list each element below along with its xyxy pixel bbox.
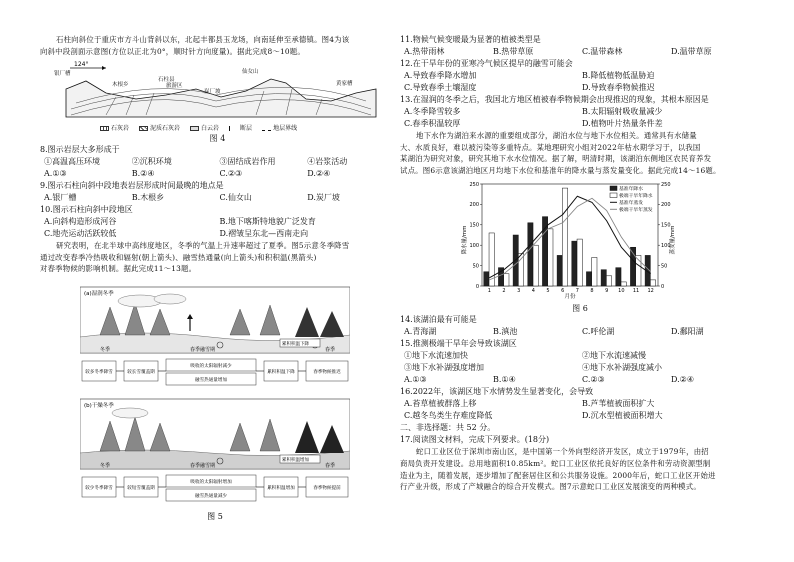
q14-stem: 14.该湖泊最有可能是: [400, 315, 477, 325]
figure-6-xlabel: 月份: [564, 294, 576, 301]
q16-option-d: D.沉水型植被面积增大: [582, 411, 663, 421]
bar-drought-precip: [504, 274, 509, 286]
q14-options: [400, 326, 760, 338]
figure-4-legend: [100, 124, 395, 133]
q14-option-b: B.滇池: [493, 327, 518, 337]
bar-drought-precip: [533, 246, 538, 287]
panel-a-label: (a)湿润冬季: [84, 290, 114, 297]
q16-option-b: B.芦苇植被面积扩大: [582, 399, 655, 409]
bar-baseline-precip: [616, 268, 621, 286]
place-xiannvshan: 仙女山: [242, 69, 259, 76]
q8-option-b: B.②④: [131, 169, 155, 179]
q11-option-c: C.温带森林: [582, 47, 623, 56]
q12-option-d: D.导致春季物候推迟: [582, 83, 655, 92]
q15-option-a: A.①③: [404, 375, 427, 385]
y-tick-label-right: 250: [661, 182, 671, 189]
y-tick-label-right: 50: [661, 263, 668, 270]
q8-stem: 8.图示岩层大多形成于: [40, 145, 120, 155]
y-tick-label-left: 150: [469, 222, 479, 229]
figure-6-chart: [460, 178, 680, 300]
left-column: [40, 34, 395, 540]
q13-option-d: D.植物叶片热量条件差: [582, 119, 663, 128]
q8-sub-3: ③固结成岩作用: [219, 157, 276, 167]
q15-stem: 15.推测极端干旱年会导致该湖区: [400, 339, 517, 349]
q9-option-b: B.木根乡: [131, 193, 165, 203]
panel-a-accum-label: 累积积温下降: [282, 341, 309, 347]
bar-drought-precip: [621, 282, 626, 286]
legend-label: 极端干旱年降水: [619, 194, 653, 200]
legend-fault: 断层: [229, 124, 252, 133]
q15-subitems: [400, 350, 760, 374]
y-tick-label-right: 200: [661, 202, 671, 209]
q14-option-c: C.呼伦湖: [582, 327, 615, 337]
place-shizhu: 石柱县: [158, 77, 175, 84]
bar-baseline-precip: [484, 272, 489, 286]
q8-sub-1: ①高温高压环境: [44, 157, 100, 167]
figure-6-legend: [610, 185, 653, 213]
legend-label: 极端干旱年蒸发: [619, 208, 653, 214]
x-tick-label: 9: [605, 288, 609, 295]
q14-option-d: D.鄱阳湖: [671, 327, 704, 337]
q9-options: [40, 192, 395, 204]
q13-stem: 13.在湿润的冬季之后，我国北方地区植被春季物候期会出现推迟的现象，其根本原因是: [400, 95, 709, 104]
bar-baseline-precip: [557, 256, 562, 287]
q8-option-c: C.②③: [219, 169, 243, 179]
q11-option-a: A.热带雨林: [404, 47, 445, 56]
q12-options: [400, 70, 760, 94]
q16-option-c: C.越冬鸟类生存难度降低: [404, 411, 493, 421]
q15-option-b: B.①④: [493, 375, 516, 385]
y-tick-label-left: 100: [469, 243, 479, 250]
q13-option-c: C.春季积温较厚: [404, 119, 461, 128]
para2-line-2: 通过改变春季冷热吸收和辐射(朝上箭头)、融雪热通量(向上箭头)和积积温(黑箭头): [40, 252, 317, 262]
x-tick-label: 8: [590, 288, 594, 295]
y-tick-label-left: 200: [469, 202, 479, 209]
q10-option-a: A.向斜构造形成河谷: [44, 217, 117, 227]
figure-6-ylabel-left: 降水量/mm: [462, 225, 468, 255]
q8-sub-2: ②沉积环境: [131, 157, 172, 167]
q10-stem: 10.图示石柱向斜中段地区: [40, 205, 133, 215]
figure-5-diagram: [80, 277, 350, 537]
right-column: [400, 34, 760, 493]
flow-a-step-4: 融雪热通量增加: [194, 377, 228, 383]
azimuth-label: 124°: [74, 61, 89, 69]
y-tick-label-right: 150: [661, 222, 671, 229]
para4-line-1: 蛇口工业区位于深圳市南山区，是中国第一个外向型经济开发区，成立于1979年，由招: [416, 447, 709, 457]
para4-line-4: 行产业升级，形成了产城融合的综合开发模式。图7示意蛇口工业区发展演变的两种模式。: [400, 482, 701, 492]
q10-options: [40, 216, 395, 240]
x-tick-label: 5: [546, 288, 550, 295]
bar-baseline-precip: [542, 217, 547, 286]
y-tick-label-left: 250: [469, 182, 479, 189]
figure-6-caption: 图 6: [572, 304, 588, 314]
bar-drought-precip: [606, 276, 611, 286]
flow-a-step-5: 累积积温下降: [267, 369, 295, 375]
q15-option-c: C.②③: [582, 375, 605, 385]
panel-b-label: (b)干燥冬季: [84, 402, 114, 409]
q13-option-a: A.冬季降雪较多: [404, 107, 461, 116]
panel-a-season-spring: 春季: [325, 346, 336, 353]
boundary-swatch-icon: [262, 126, 271, 131]
figure-4-caption: 图 4: [209, 134, 226, 144]
q15-sub-4: ④地下水补湖强度减小: [582, 363, 662, 373]
intro-line-2: 向斜中段剖面示意图(方位以正北为0°，顺时针方向度量)。据此完成8～10题。: [40, 46, 305, 56]
q15-sub-1: ①地下水流速加快: [404, 351, 468, 361]
flow-a-step-1: 较多冬季降雪: [85, 369, 113, 375]
bar-baseline-precip: [601, 270, 606, 286]
q10-option-b: B.地下喀斯特地貌广泛发育: [219, 217, 316, 227]
para4-line-2: 商局负责开发建设。总用地面积10.85km²。蛇口工业区依托良好的区位条件和劳动资源型制: [400, 458, 711, 468]
x-tick-label: 7: [575, 288, 579, 295]
q15-option-d: D.②④: [671, 375, 695, 385]
q11-stem: 11.物候气候变暖最为显著的植被类型是: [400, 35, 541, 44]
y-tick-label-left: 0: [475, 284, 479, 291]
flow-b-step-1: 较少冬季降雪: [85, 485, 113, 491]
legend-swatch: [610, 193, 617, 198]
y-tick-label-right: 100: [661, 243, 671, 250]
para3-line-1: 地下水作为湖泊来水源的重要组成部分，湖泊水位与地下水位相关。通常具有水储量: [416, 131, 697, 140]
q12-option-c: C.导致春季土壤湿度: [404, 83, 477, 92]
para4-line-3: 造业为主，随着发展，逐步增加了配套居住区和公共服务设施。2000年后，蛇口工业区开始进: [400, 470, 716, 480]
x-tick-label: 10: [618, 288, 625, 295]
panel-a-season-winter: 冬季: [100, 346, 111, 353]
q12-option-a: A.导致春季降水增加: [404, 71, 477, 80]
flow-a-step-3: 吸收的太阳辐射减少: [190, 363, 232, 369]
y-tick-label-right: 0: [661, 284, 665, 291]
x-tick-label: 1: [487, 288, 491, 295]
flow-b-step-2: 较短雪覆盖期: [127, 485, 155, 491]
q12-stem: 12.在干旱年份的亚寒冷气候区提早的融雪可能会: [400, 59, 573, 68]
q13-option-b: B.太阳辐射吸收量减少: [582, 107, 663, 116]
legend-swatch: [610, 186, 617, 191]
place-lvyouqu: 旅游区: [166, 83, 183, 90]
y-tick-label-left: 50: [472, 263, 479, 270]
bar-drought-precip: [548, 229, 553, 286]
flow-a-step-2: 较长雪覆盖期: [127, 369, 155, 375]
flow-b-step-5: 累积积温增加: [267, 485, 295, 491]
legend-label: 基准年降水: [619, 187, 643, 193]
q16-stem: 16.2022年，该湖区地下水情势发生显著变化，会导致: [400, 387, 594, 397]
panel-b-season-melt: 春季融雪期: [190, 462, 216, 469]
q10-option-d: D.褶皱呈东北—西南走向: [219, 229, 309, 239]
flow-a-step-6: 春季物候推迟: [313, 369, 341, 375]
x-tick-label: 2: [502, 288, 506, 295]
q8-option-d: D.②④: [307, 169, 331, 179]
legend-marl: 泥质石灰岩: [139, 124, 180, 133]
x-tick-label: 12: [647, 288, 654, 295]
q14-option-a: A.青海湖: [404, 327, 437, 337]
legend-dolomite: 白云岩: [190, 124, 219, 133]
place-tanchangpo: 炭厂坡: [204, 89, 221, 96]
q9-option-c: C.仙女山: [219, 193, 252, 203]
para3-line-3: 某湖泊为研究对象，研究其地下水水位情况。据了解，明清时期，该湖泊东侧地区农民育养发: [400, 154, 712, 164]
q8-options: [40, 168, 395, 180]
q11-option-d: D.温带草原: [671, 47, 712, 56]
bar-drought-precip: [577, 239, 582, 286]
q15-options: [400, 374, 760, 386]
flow-b-step-4: 融雪热通量减少: [194, 493, 228, 499]
bar-baseline-precip: [586, 272, 591, 286]
figure-6-ylabel-right: 蒸发量/mm: [670, 225, 676, 255]
panel-b-season-winter: 冬季: [100, 462, 111, 469]
q11-options: [400, 46, 760, 58]
q16-option-a: A.苔草植被群落上移: [404, 399, 477, 409]
q8-subitems: [40, 156, 395, 168]
q17-stem: 17.阅读图文材料，完成下列要求。(18分): [400, 435, 550, 445]
bar-drought-precip: [562, 188, 567, 286]
panel-a-season-melt: 春季融雪期: [190, 346, 216, 353]
bar-drought-precip: [592, 258, 597, 287]
dolomite-swatch-icon: [190, 126, 199, 131]
q12-option-b: B.降低植物低温胁迫: [582, 71, 655, 80]
fault-swatch-icon: [229, 126, 238, 131]
para2-line-3: 对春季物候的影响机制。据此完成11～13题。: [40, 264, 197, 274]
q15-sub-3: ③地下水补湖强度增加: [404, 363, 484, 373]
q8-option-a: A.①③: [44, 169, 67, 179]
place-huangjiacao: 黄家槽: [336, 81, 353, 88]
q10-option-c: C.地壳运动活跃较低: [44, 229, 117, 239]
panel-b-season-spring: 春季: [325, 462, 336, 469]
legend-label: 基准年蒸发: [619, 201, 643, 207]
bar-drought-precip: [650, 280, 655, 286]
para3-line-4: 试点。图6示意该湖泊地区月均地下水位和基准年的降水量与蒸发量变化。据此完成14～16题。: [400, 165, 721, 175]
para3-line-2: 大、水质良好，难以被污染等多重特点。某地理研究小组对2022年枯水期学习于，以我国: [400, 142, 701, 152]
q8-sub-4: ④岩浆活动: [307, 157, 348, 167]
intro-line-1: 石柱向斜位于重庆市方斗山背斜以东，北起丰都县玉龙场，向南延伸至承德镇。图4为该: [56, 35, 350, 44]
flow-b-step-6: 春季物候提前: [313, 485, 341, 491]
q11-option-b: B.热带草原: [493, 47, 534, 56]
legend-boundary: 地层界线: [262, 124, 297, 133]
q9-stem: 9.图示石柱向斜中段地表岩层形成时间最晚的地点是: [40, 181, 224, 191]
q9-option-a: A.银厂槽: [44, 193, 77, 203]
bar-baseline-precip: [528, 223, 533, 286]
para2-line-1: 研究表明，在北半球中高纬度地区，冬季的气温上升速率超过了夏季。图5示意冬季降雪: [56, 241, 350, 251]
place-mugenxiang: 木根乡: [112, 82, 129, 89]
legend-limestone: 石灰岩: [100, 124, 129, 133]
figure-4-cross-section: [46, 59, 391, 121]
figure-5-caption: 图 5: [207, 511, 223, 521]
x-tick-label: 11: [632, 288, 640, 295]
panel-b-accum-label: 累积积温增加: [282, 457, 309, 463]
marl-swatch-icon: [139, 126, 148, 131]
section-2-heading: 二、非选择题：共 52 分。: [400, 423, 496, 433]
q13-options: [400, 106, 760, 130]
q16-options: [400, 398, 760, 422]
x-tick-label: 3: [517, 288, 521, 295]
q15-sub-2: ②地下水流速减慢: [582, 351, 646, 361]
x-tick-label: 6: [561, 288, 565, 295]
limestone-swatch-icon: [100, 126, 109, 131]
bar-baseline-precip: [572, 241, 577, 286]
flow-b-step-3: 吸收的太阳辐射增加: [190, 479, 232, 485]
q9-option-d: D.炭厂坡: [307, 193, 340, 203]
x-tick-label: 4: [531, 288, 535, 295]
place-yinchangcao: 银厂槽: [54, 71, 71, 78]
